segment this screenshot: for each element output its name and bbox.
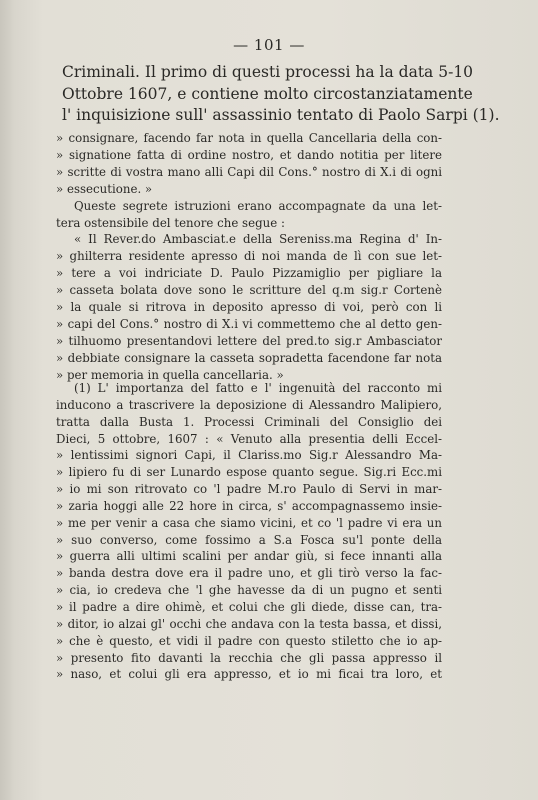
text-line: » consignare, facendo far nota in quella Cancellaria della con- (56, 131, 442, 145)
text-line: » tere a voi indriciate D. Paulo Pizzamiglio per pigliare la (56, 266, 442, 281)
quoted-letter (56, 130, 442, 384)
text-line: » cia, io credeva che 'l ghe havesse da di un pugno et senti (56, 583, 442, 598)
text-line: » scritte di vostra mano alli Capi dil Cons.° nostro di X.i di ogni (56, 164, 442, 179)
text-line: » guerra alli ultimi scalini per andar giù, si fece innanti alla (56, 549, 442, 564)
text-line: » che è questo, et vidi il padre con questo stiletto che io ap- (56, 633, 442, 648)
text-line: » io mi son ritrovato co 'l padre M.ro Paulo di Servi in mar- (56, 482, 442, 497)
text-line: tera ostensibile del tenore che segue : (56, 215, 285, 230)
footnote (56, 380, 442, 683)
text-line: Dieci, 5 ottobre, 1607 : « Venuto alla presentia delli Eccel- (56, 431, 442, 446)
text-line: » la quale si ritrova in deposito apresso di voi, però con li (56, 300, 442, 315)
text-line: inducono a trascrivere la deposizione di Alessandro Malipiero, (56, 397, 442, 412)
text-line: Queste segrete istruzioni erano accompagnate da una let- (74, 198, 442, 213)
text-line: tratta dalla Busta 1. Processi Criminali del Consiglio dei (56, 414, 442, 429)
text-line: » il padre a dire ohimè, et colui che gli diede, disse can, tra- (56, 599, 442, 614)
text-line: (1) L' importanza del fatto e l' ingenuità del racconto mi (74, 381, 442, 395)
text-line: » lentissimi signori Capi, il Clariss.mo Sig.r Alessandro Ma- (56, 448, 442, 463)
text-line: » suo converso, come fossimo a S.a Fosca su'l ponte della (56, 532, 442, 547)
text-line: » ditor, io alzai gl' occhi che andava con la testa bassa, et dissi, (56, 616, 442, 631)
text-line: » tilhuomo presentandovi lettere del pred.to sig.r Ambasciator (56, 333, 442, 348)
text-line: » zaria hoggi alle 22 hore in circa, s' accompagnassemo insie- (56, 498, 442, 513)
text-line: » me per venir a casa che siamo vicini, et co 'l padre vi era un (56, 515, 442, 530)
text-line: » ghilterra residente apresso di noi manda de lì con sue let- (56, 249, 442, 264)
text-line: » capi del Cons.° nostro di X.i vi commettemo che al detto gen- (56, 316, 442, 331)
text-line: Ottobre 1607, e contiene molto circostanziatamente (62, 84, 473, 103)
page-number: — 101 — (233, 36, 305, 54)
text-line: » essecutione. » (56, 181, 153, 196)
text-line: » per memoria in quella cancellaria. » (56, 367, 284, 382)
text-line: » presento fito davanti la recchia che gli passa appresso il (56, 650, 442, 665)
text-line: » signatione fatta di ordine nostro, et dando notitia per litere (56, 147, 442, 162)
text-line: » banda destra dove era il padre uno, et gli tirò verso la fac- (56, 566, 442, 581)
text-line: l' inquisizione sull' assassinio tentato di Paolo Sarpi (1). (62, 106, 500, 124)
intro-paragraph (62, 62, 500, 127)
text-line: « Il Rever.do Ambasciat.e della Sereniss.ma Regina d' In- (74, 232, 442, 247)
text-line: » lipiero fu di ser Lunardo espose quanto segue. Sig.ri Ecc.mi (56, 465, 442, 480)
page-gutter-shadow (0, 0, 14, 800)
text-line: » casseta bolata dove sono le scritture del q.m sig.r Cortenè (56, 283, 442, 298)
text-line: » naso, et colui gli era appresso, et io mi ficai tra loro, et (56, 667, 442, 682)
text-line: Criminali. Il primo di questi processi ha la data 5-10 (62, 63, 474, 81)
text-line: » debbiate consignare la casseta sopradetta facendone far nota (56, 350, 442, 365)
